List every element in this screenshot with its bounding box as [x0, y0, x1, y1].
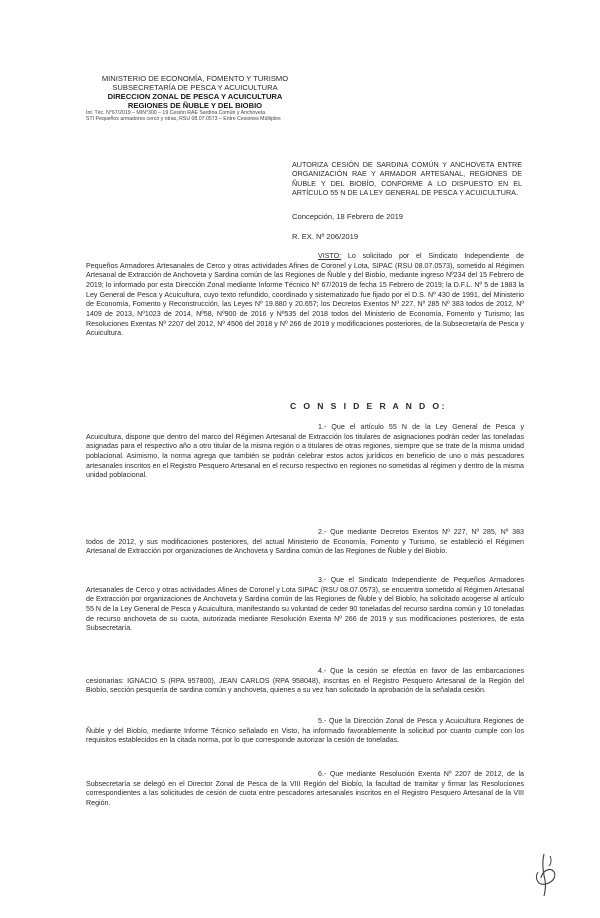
considerando-paragraph-4: 4.- Que la cesión se efectúa en favor de las embarcaciones cesionarias: IGNACIO S (RPA 957800), JEAN CARLOS (RPA 958048), inscritas en el Registro Pesquero Artesanal de la Región del Biobío, sección pesquería de sardina común y anchoveta, quienes a su vez han solicitado la aprobación de la señalada cesión. — [86, 667, 524, 695]
considerando-paragraph-3: 3.- Que el Sindicato Independiente de Pequeños Armadores Artesanales de Cerco y otras actividades Afines de Coronel y Lota SIPAC (RSU 08.07.0573), se encuentra sometido al Régimen Artesanal de Extracción por organizaciones de Anchoveta y Sardina común de las Regiones de Ñuble y del Biobío, ha solicitado acogerse al artículo 55 N de la Ley General de Pesca y Acuicultura, manifestando su voluntad de ceder 90 toneladas del recurso sardina común y 10 toneladas de recurso anchoveta de su cuota, autorizada mediante Resolución Exenta Nº 266 de 2019 y sus modificaciones posteriores, de esta Subsecretaría. — [86, 576, 524, 633]
visto-label: VISTO: — [318, 252, 342, 260]
undersecretariat-name: SUBSECRETARÍA DE PESCA Y ACUICULTURA — [112, 83, 278, 92]
regions-name: REGIONES DE ÑUBLE Y DEL BIOBIO — [127, 101, 263, 110]
visto-paragraph — [86, 252, 524, 339]
visto-text: Lo solicitado por el Sindicato Independiente de Pequeños Armadores Artesanales de Cerco y otras actividades Afines de Coronel y Lota, SIPAC (RSU 08.07.0573), sometido al Régimen Artesanal de Extracción de Anchoveta y Sardina común de las Regiones de Ñuble y del Biobío, mediante ingreso Nº234 del 15 Febrero de 2019; lo informado por esta Dirección Zonal mediante Informe Técnico Nº 67/2019 de fecha 15 Febrero de 2019; la D.F.L. Nº 5 de 1983 la Ley General de Pesca y Acuicultura, cuyo texto refundido, coordinado y sistematizado fue fijado por el D.S. Nº 430 de 1991, del Ministerio de Economía, Fomento y Reconstrucción, las Leyes Nº 19.880 y 20.657; los Decretos Exentos Nº 227, Nº 285 Nº 383 todos de 2012, Nº 1409 de 2013, Nº1023 de 2014, Nº58, Nº900 de 2016 y Nº535 del 2018 todos del Ministerio de Economía, Fomento y Turismo; las Resoluciones Exentas Nº 2207 del 2012, Nº 4506 del 2018 y Nº 266 de 2019 y modificaciones posteriores, de la Subsecretaría de Pesca y Acuicultura. — [86, 252, 524, 338]
considerando-heading: C O N S I D E R A N D O: — [290, 401, 447, 411]
resolution-date: Concepción, 18 Febrero de 2019 — [292, 212, 404, 221]
letterhead — [86, 74, 376, 123]
resolution-number: R. EX. Nº 206/2019 — [292, 232, 359, 241]
considerando-paragraph-2: 2.- Que mediante Decretos Exentos Nº 227, Nº 285, Nº 383 todos de 2012, y sus modificaciones posteriores, del actual Ministerio de Economía, Fomento y Turismo, se estableció el Régimen Artesanal de Extracción por organizaciones de Anchoveta y Sardina común de las Regiones de Ñuble y del Biobío. — [86, 528, 524, 556]
zonal-directorate-name: DIRECCION ZONAL DE PESCA Y ACUICULTURA — [107, 92, 283, 101]
resolution-subject: AUTORIZA CESIÓN DE SARDINA COMÚN Y ANCHOVETA ENTRE ORGANIZACIÓN RAE Y ARMADOR ARTESANAL, REGIONES DE ÑUBLE Y DEL BIOBÍO, CONFORME A LO DISPUESTO EN EL ARTÍCULO 55 N DE LA LEY GENERAL DE PESCA Y ACUICULTURA. — [292, 160, 522, 198]
considerando-paragraph-6: 6.- Que mediante Resolución Exenta Nº 2207 de 2012, de la Subsecretaría se delegó en el Director Zonal de Pesca de la VIII Región del Biobío, la facultad de tramitar y firmar las Resoluciones correspondientes a las solicitudes de cesión de cuota entre pescadores artesanales inscritos en el Registro Pesquero Artesanal de la VIII Región. — [86, 770, 524, 807]
internal-reference-line-2: STI Pequeños armadores cerco y otras, RSU 08.07.0573 – Entre Cesiones Múltiples — [86, 116, 281, 123]
handwritten-initials-signature — [532, 848, 562, 898]
considerando-paragraph-1: 1.- Que el artículo 55 N de la Ley General de Pesca y Acuicultura, dispone que dentro del marco del Régimen Artesanal de Extracción los titulares de asignaciones podrán ceder las toneladas asignadas para el respectivo año a otro titular de la misma región o a titulares de otras regiones, siempre que se trate de la misma unidad poblacional. Asimismo, la norma agrega que también se podrán celebrar estos actos jurídicos en beneficio de uno o más pescadores artesanales inscritos en el Registro Pesquero Artesanal en el recurso respectivo en regiones no sometidas al régimen y dentro de la misma unidad poblacional. — [86, 423, 524, 480]
considerando-paragraph-5: 5.- Que la Dirección Zonal de Pesca y Acuicultura Regiones de Ñuble y del Biobío, mediante Informe Técnico señalado en Visto, ha informado favorablemente la solicitud por cuanto cumple con los requisitos establecidos en la citada norma, por lo que corresponde autorizar la cesión de toneladas. — [86, 717, 524, 745]
internal-reference-line: Int. Téc. N°67/2019 – MIN°300 – 19 Cesión RAE Sardina Común y Anchoveta — [86, 110, 266, 116]
ministry-name: MINISTERIO DE ECONOMÍA, FOMENTO Y TURISMO — [101, 74, 289, 83]
